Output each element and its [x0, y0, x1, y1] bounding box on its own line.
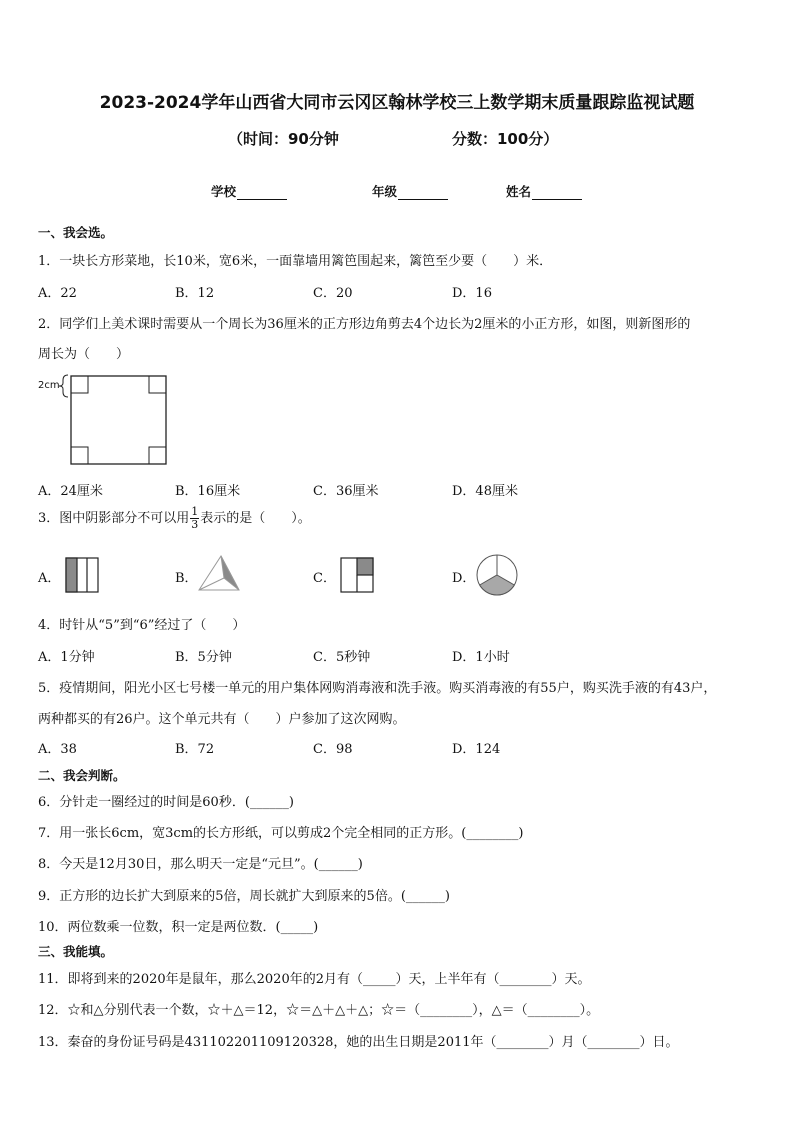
fraction-denominator: 3: [191, 518, 199, 531]
question-text: 8．今天是12月30日，那么明天一定是“元旦”。(______): [38, 857, 363, 872]
option-a[interactable]: A．1分钟: [38, 650, 95, 665]
question-text: 7．用一张长6cm，宽3cm的长方形纸，可以剪成2个完全相同的正方形。(________): [38, 826, 524, 841]
name-label: 姓名: [506, 184, 532, 199]
option-a[interactable]: A．24厘米: [38, 484, 103, 499]
section-heading: 一、我会选。: [38, 225, 114, 240]
square-figure: [58, 371, 170, 467]
grade-field: [372, 182, 448, 200]
question-text: 11．即将到来的2020年是鼠年，那么2020年的2月有（_____）天，上半年有（________）天。: [38, 972, 591, 987]
exam-score: 分数：100分）: [452, 130, 559, 148]
question-text: 12．☆和△分别代表一个数，☆＋△＝12，☆＝△＋△＋△；☆＝（________），△＝（________）。: [38, 1003, 600, 1018]
option-c-figure: [338, 556, 376, 594]
option-c[interactable]: C．5秒钟: [313, 650, 371, 665]
option-b-figure: [196, 552, 242, 594]
option-b[interactable]: B．12: [175, 286, 215, 301]
option-d[interactable]: D．124: [452, 742, 501, 757]
school-label: 学校: [211, 184, 237, 199]
fraction: [190, 506, 199, 531]
question-text: [38, 506, 311, 531]
option-c[interactable]: C．98: [313, 742, 353, 757]
exam-time: （时间：90分钟: [228, 130, 339, 148]
question-text: 1．一块长方形菜地，长10米，宽6米，一面靠墙用篱笆围起来，篱笆至少要（ ）米．: [38, 254, 553, 269]
option-c[interactable]: C．36厘米: [313, 484, 379, 499]
option-b[interactable]: B．5分钟: [175, 650, 232, 665]
figure-label: 2cm: [38, 380, 60, 391]
name-blank[interactable]: [532, 187, 582, 200]
option-d[interactable]: D．48厘米: [452, 484, 518, 499]
option-a[interactable]: A．: [38, 571, 61, 586]
question-text: 9．正方形的边长扩大到原来的5倍，周长就扩大到原来的5倍。(______): [38, 889, 450, 904]
option-d[interactable]: D．1小时: [452, 650, 510, 665]
question-text-after: 表示的是（ ）。: [200, 511, 311, 526]
grade-blank[interactable]: [398, 187, 448, 200]
question-text: 两种都买的有26户。这个单元共有（ ）户参加了这次网购。: [38, 712, 406, 727]
section-heading: 三、我能填。: [38, 944, 114, 959]
option-d[interactable]: D．: [452, 571, 476, 586]
question-text: 周长为（ ）: [38, 347, 130, 362]
grade-label: 年级: [372, 184, 398, 199]
option-a[interactable]: A．22: [38, 286, 77, 301]
option-b[interactable]: B．72: [175, 742, 215, 757]
section-heading: 二、我会判断。: [38, 768, 126, 783]
question-text: 6．分针走一圈经过的时间是60秒．(______): [38, 795, 294, 810]
question-text: 4．时针从“5”到“6”经过了（ ）: [38, 618, 246, 633]
option-b[interactable]: B．16厘米: [175, 484, 241, 499]
option-a-figure: [63, 556, 101, 594]
question-text: 10．两位数乘一位数，积一定是两位数．(_____): [38, 920, 319, 935]
option-a[interactable]: A．38: [38, 742, 77, 757]
option-b[interactable]: B．: [175, 571, 198, 586]
question-text: 5．疫情期间，阳光小区七号楼一单元的用户集体网购消毒液和洗手液。购买消毒液的有55户，购买洗手液的有43户，: [38, 681, 717, 696]
school-field: [211, 182, 287, 200]
school-blank[interactable]: [237, 187, 287, 200]
fraction-numerator: 1: [191, 505, 199, 518]
option-d[interactable]: D．16: [452, 286, 492, 301]
name-field: [506, 182, 582, 200]
option-c[interactable]: C．: [313, 571, 336, 586]
option-c[interactable]: C．20: [313, 286, 353, 301]
option-d-figure: [475, 553, 519, 597]
question-text: 13．秦奋的身份证号码是431102201109120328，她的出生日期是2011年（________）月（________）日。: [38, 1035, 679, 1050]
question-text-before: 3．图中阴影部分不可以用: [38, 511, 190, 526]
exam-title: 2023-2024学年山西省大同市云冈区翰林学校三上数学期末质量跟踪监视试题: [99, 93, 695, 113]
question-text: 2．同学们上美术课时需要从一个周长为36厘米的正方形边角剪去4个边长为2厘米的小正方形，如图，则新图形的: [38, 317, 691, 332]
